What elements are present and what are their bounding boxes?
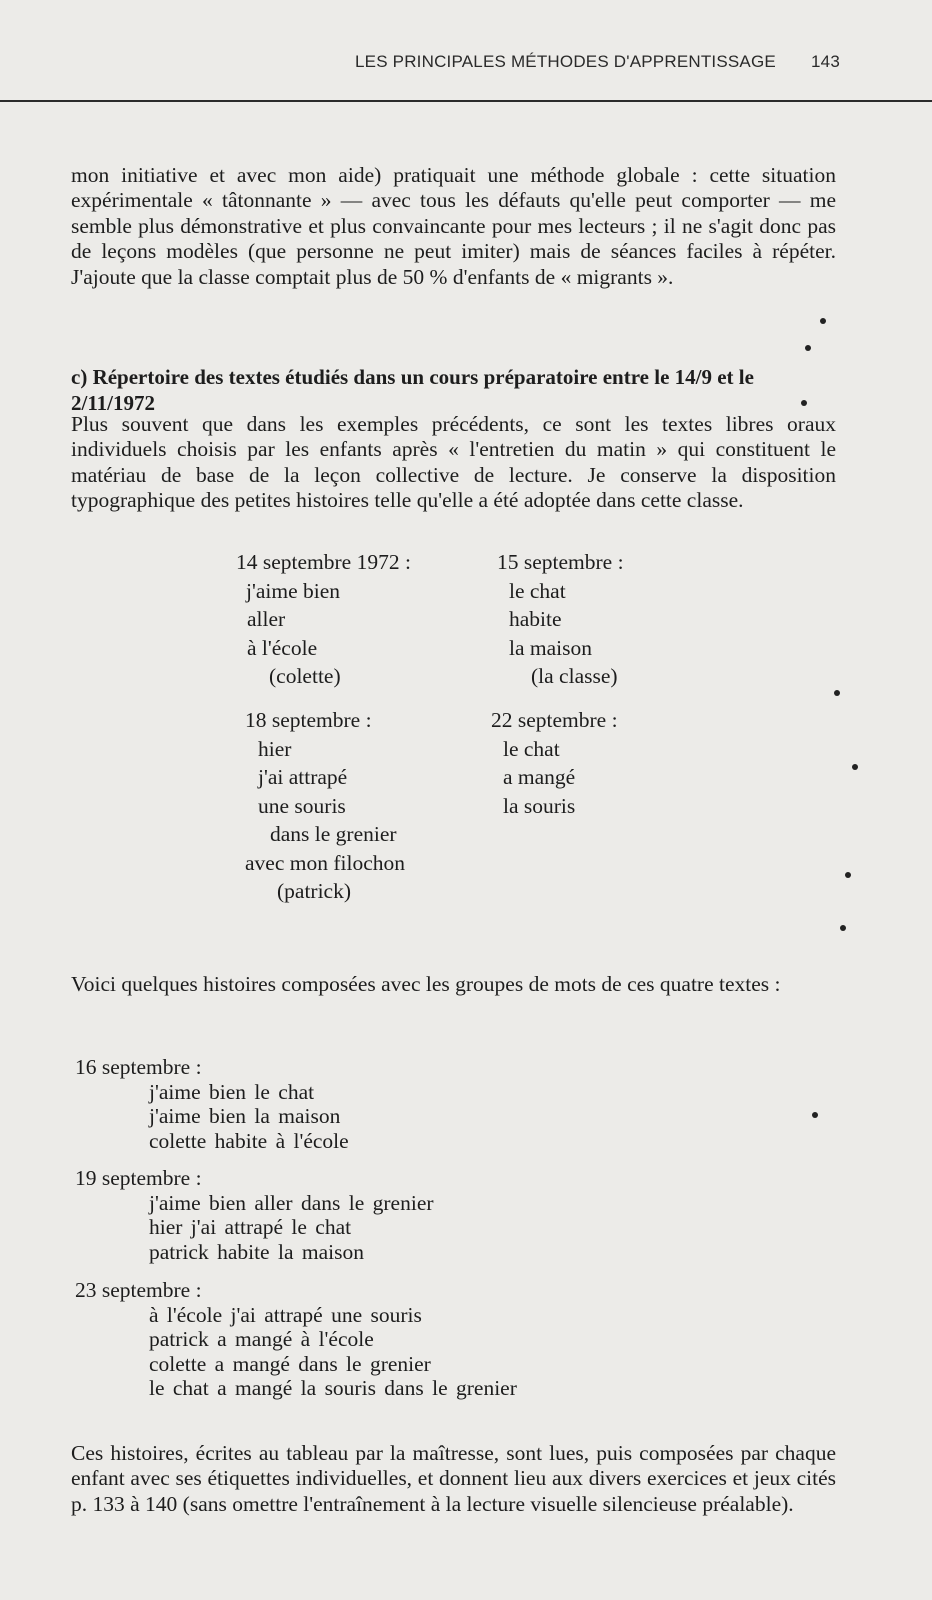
paper-speck	[820, 318, 826, 324]
running-header	[355, 52, 840, 72]
paper-speck	[805, 345, 811, 351]
story-line: à l'école j'ai attrapé une souris	[149, 1302, 422, 1327]
stories-intro-paragraph: Voici quelques histoires composées avec les groupes de mots de ces quatre textes :	[71, 972, 781, 996]
text-22-septembre	[491, 706, 618, 820]
paper-speck	[812, 1112, 818, 1118]
story-date: 16 septembre :	[75, 1055, 202, 1079]
paper-speck	[852, 764, 858, 770]
paper-speck	[801, 400, 807, 406]
story-line: le chat a mangé la souris dans le grenier	[149, 1376, 517, 1400]
story-line: patrick habite la maison	[149, 1239, 364, 1264]
page-number: 143	[811, 52, 840, 71]
poem-date: 15 septembre :	[497, 550, 624, 574]
story-line: j'aime bien aller dans le grenier	[149, 1190, 434, 1215]
story-23-septembre	[75, 1278, 517, 1401]
story-line: j'aime bien le chat	[149, 1079, 315, 1104]
poem-line: aller	[247, 607, 286, 631]
section-paragraph: Plus souvent que dans les exemples précédents, ce sont les textes libres oraux individuels choisis par les enfants après « l'entretien du matin » qui constituent le matériau de base de la leçon collective de lecture. Je conserve la disposition typographique des petites histoires telle qu'elle a été adoptée dans cette classe.	[71, 412, 836, 513]
story-19-septembre	[75, 1166, 434, 1264]
poem-date: 22 septembre :	[491, 708, 618, 732]
story-date: 23 septembre :	[75, 1278, 202, 1302]
poem-line: habite	[509, 607, 562, 631]
story-line: hier j'ai attrapé le chat	[149, 1215, 352, 1239]
closing-paragraph: Ces histoires, écrites au tableau par la maîtresse, sont lues, puis composées par chaque enfant avec ses étiquettes individuelles, et donnent lieu aux divers exercices et jeux cités p. 133 à 140 (sans omettre l'entraînement à la lecture visuelle silencieuse préalable).	[71, 1441, 836, 1516]
poem-line: à l'école	[247, 635, 318, 660]
poem-line: j'aime bien	[246, 578, 341, 603]
text-14-septembre	[236, 548, 411, 691]
paper-speck	[845, 872, 851, 878]
paper-speck	[834, 690, 840, 696]
header-rule	[0, 100, 932, 102]
poem-line: le chat	[509, 578, 566, 603]
story-date: 19 septembre :	[75, 1166, 202, 1190]
poem-line: dans le grenier	[270, 822, 397, 846]
poem-author: (patrick)	[277, 879, 352, 903]
poem-line: a mangé	[503, 765, 576, 789]
story-16-septembre	[75, 1055, 349, 1153]
text-15-septembre	[497, 548, 624, 691]
story-line: j'aime bien la maison	[149, 1104, 341, 1128]
poem-line: avec mon filochon	[245, 850, 406, 875]
section-heading: c) Répertoire des textes étudiés dans un cours préparatoire entre le 14/9 et le 2/11/1972	[71, 365, 754, 415]
poem-line: une souris	[258, 793, 346, 818]
poem-line: j'ai attrapé	[258, 765, 348, 789]
running-title: LES PRINCIPALES MÉTHODES D'APPRENTISSAGE	[355, 52, 776, 71]
text-18-septembre	[245, 706, 405, 906]
poem-line: le chat	[503, 736, 560, 761]
poem-author: (la classe)	[531, 664, 618, 688]
poem-author: (colette)	[269, 664, 341, 688]
story-line: colette habite à l'école	[149, 1128, 349, 1153]
paper-speck	[840, 925, 846, 931]
poem-line: la maison	[509, 635, 592, 660]
poem-line: hier	[258, 736, 292, 761]
poem-date: 18 septembre :	[245, 708, 372, 732]
poem-date: 14 septembre 1972 :	[236, 550, 411, 574]
poem-line: la souris	[503, 793, 576, 818]
story-line: colette a mangé dans le grenier	[149, 1351, 431, 1376]
story-line: patrick a mangé à l'école	[149, 1327, 374, 1351]
intro-paragraph: mon initiative et avec mon aide) pratiquait une méthode globale : cette situation expérimentale « tâtonnante » — avec tous les défauts qu'elle peut comporter — me semble plus démonstrative et plus convaincante pour mes lecteurs ; il ne s'agit donc pas de leçons modèles (que personne ne peut imiter) mais de séances faciles à répéter. J'ajoute que la classe comptait plus de 50 % d'enfants de « migrants ».	[71, 163, 836, 289]
